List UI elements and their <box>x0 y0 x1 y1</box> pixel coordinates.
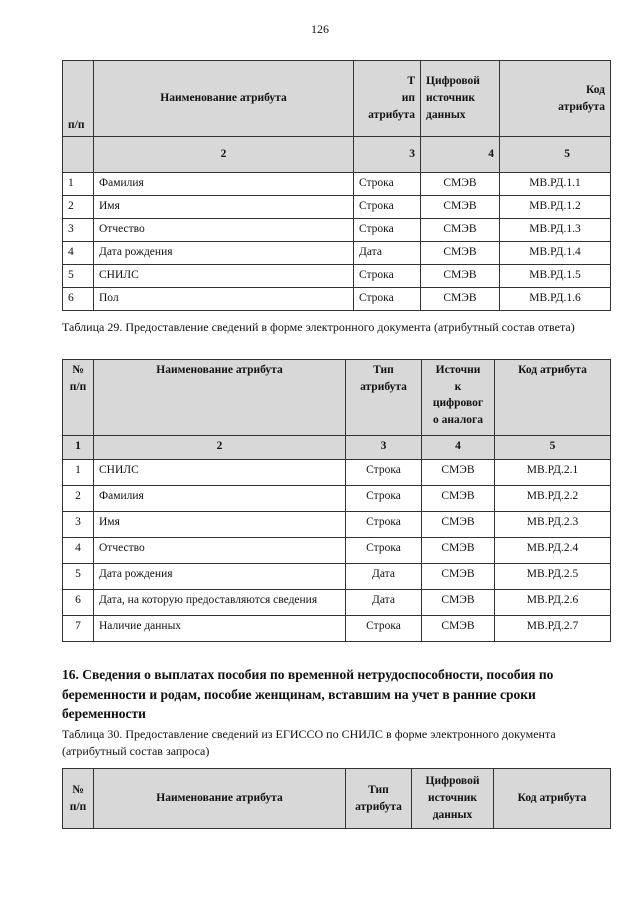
table-cell: МВ.РД.2.5 <box>495 564 611 590</box>
index-cell: 5 <box>500 137 611 173</box>
header-cell: Т ип атрибута <box>354 61 421 137</box>
table-cell: СМЭВ <box>422 616 495 642</box>
table-cell: 7 <box>63 616 94 642</box>
table-row <box>63 512 611 538</box>
table-cell: Дата <box>346 564 422 590</box>
table-row <box>63 538 611 564</box>
table-cell: МВ.РД.2.6 <box>495 590 611 616</box>
table-cell: Дата рождения <box>94 242 354 265</box>
table-cell: 3 <box>63 219 94 242</box>
table-cell: Строка <box>354 219 421 242</box>
table-cell: МВ.РД.1.3 <box>500 219 611 242</box>
index-cell: 1 <box>63 436 94 460</box>
table-caption-30: Таблица 30. Предоставление сведений из ЕГИССО по СНИЛС в форме электронного документа (атрибутный состав запроса) <box>62 727 556 759</box>
header-cell: Наименование атрибута <box>94 769 346 829</box>
table-row <box>63 265 611 288</box>
table-cell: Фамилия <box>94 486 346 512</box>
header-cell: Код атрибута <box>495 360 611 436</box>
table-header-row <box>63 769 611 829</box>
table-row <box>63 590 611 616</box>
table-cell: 5 <box>63 265 94 288</box>
column-index-row <box>63 436 611 460</box>
table-cell: СМЭВ <box>421 265 500 288</box>
table-cell: Отчество <box>94 219 354 242</box>
table-cell: Дата <box>354 242 421 265</box>
table-cell: СМЭВ <box>422 590 495 616</box>
table-cell: МВ.РД.2.3 <box>495 512 611 538</box>
table-cell: Наличие данных <box>94 616 346 642</box>
table-cell: Отчество <box>94 538 346 564</box>
table-row <box>63 196 611 219</box>
table-cell: Строка <box>346 616 422 642</box>
table-cell: СНИЛС <box>94 460 346 486</box>
index-cell: 2 <box>94 436 346 460</box>
table-request-attributes <box>62 60 611 311</box>
table-cell: МВ.РД.2.4 <box>495 538 611 564</box>
table-cell: СМЭВ <box>422 538 495 564</box>
table-cell: СМЭВ <box>421 219 500 242</box>
table-cell: МВ.РД.2.2 <box>495 486 611 512</box>
table-header-row <box>63 360 611 436</box>
page-number: 126 <box>311 22 329 36</box>
table-cell: Дата <box>346 590 422 616</box>
table-cell: СМЭВ <box>421 173 500 196</box>
header-cell: Цифровой источник данных <box>412 769 494 829</box>
table-cell: 1 <box>63 173 94 196</box>
table-29-response-attributes <box>62 359 611 642</box>
header-cell: № п/п <box>63 769 94 829</box>
section-heading-16: 16. Сведения о выплатах пособия по временной нетрудоспособности, пособия по беременности и родам, пособие женщинам, вставшим на учет в ранние сроки беременности <box>62 667 554 722</box>
index-cell <box>63 137 94 173</box>
table-cell: 4 <box>63 242 94 265</box>
index-cell: 4 <box>422 436 495 460</box>
header-cell: п/п <box>63 61 94 137</box>
table-row <box>63 616 611 642</box>
table-row <box>63 219 611 242</box>
table-cell: 5 <box>63 564 94 590</box>
index-cell: 3 <box>346 436 422 460</box>
table-cell: Строка <box>354 265 421 288</box>
table-cell: Пол <box>94 288 354 311</box>
table-cell: Строка <box>354 173 421 196</box>
header-cell: Тип атрибута <box>346 769 412 829</box>
table-cell: МВ.РД.2.1 <box>495 460 611 486</box>
table-cell: МВ.РД.1.2 <box>500 196 611 219</box>
table-row <box>63 173 611 196</box>
table-cell: Имя <box>94 196 354 219</box>
table-cell: МВ.РД.1.1 <box>500 173 611 196</box>
table-cell: Фамилия <box>94 173 354 196</box>
table-cell: СМЭВ <box>422 564 495 590</box>
header-cell: Наименование атрибута <box>94 61 354 137</box>
table-cell: Имя <box>94 512 346 538</box>
table-cell: 2 <box>63 486 94 512</box>
header-cell: Код атрибута <box>500 61 611 137</box>
table-cell: СМЭВ <box>421 196 500 219</box>
index-cell: 5 <box>495 436 611 460</box>
table-body <box>63 173 611 311</box>
table-caption-29: Таблица 29. Предоставление сведений в форме электронного документа (атрибутный состав ответа) <box>62 320 575 334</box>
table-cell: СМЭВ <box>421 288 500 311</box>
table-cell: Строка <box>346 538 422 564</box>
table-cell: 6 <box>63 288 94 311</box>
table-cell: 1 <box>63 460 94 486</box>
index-cell: 3 <box>354 137 421 173</box>
table-cell: Дата, на которую предоставляются сведения <box>94 590 346 616</box>
table-cell: 2 <box>63 196 94 219</box>
table-cell: МВ.РД.1.5 <box>500 265 611 288</box>
table-row <box>63 242 611 265</box>
table-cell: МВ.РД.2.7 <box>495 616 611 642</box>
table-row <box>63 460 611 486</box>
table-cell: МВ.РД.1.6 <box>500 288 611 311</box>
table-cell: Строка <box>346 512 422 538</box>
table-body <box>63 460 611 642</box>
table-cell: Строка <box>354 196 421 219</box>
table-cell: 6 <box>63 590 94 616</box>
header-cell: Наименование атрибута <box>94 360 346 436</box>
table-cell: Строка <box>346 486 422 512</box>
table-row <box>63 564 611 590</box>
table-30-request-attributes <box>62 768 611 829</box>
index-cell: 2 <box>94 137 354 173</box>
header-cell: Код атрибута <box>494 769 611 829</box>
table-header-row <box>63 61 611 137</box>
header-cell: № п/п <box>63 360 94 436</box>
table-cell: Строка <box>346 460 422 486</box>
table-cell: Строка <box>354 288 421 311</box>
table-cell: Дата рождения <box>94 564 346 590</box>
table-cell: СМЭВ <box>422 460 495 486</box>
table-cell: СМЭВ <box>422 512 495 538</box>
header-cell: Источни к цифровог о аналога <box>422 360 495 436</box>
header-cell: Цифровой источник данных <box>421 61 500 137</box>
table-cell: СМЭВ <box>422 486 495 512</box>
table-row <box>63 486 611 512</box>
table-row <box>63 288 611 311</box>
table-cell: 3 <box>63 512 94 538</box>
index-cell: 4 <box>421 137 500 173</box>
table-cell: СМЭВ <box>421 242 500 265</box>
table-cell: СНИЛС <box>94 265 354 288</box>
header-cell: Тип атрибута <box>346 360 422 436</box>
table-cell: МВ.РД.1.4 <box>500 242 611 265</box>
table-cell: 4 <box>63 538 94 564</box>
column-index-row <box>63 137 611 173</box>
